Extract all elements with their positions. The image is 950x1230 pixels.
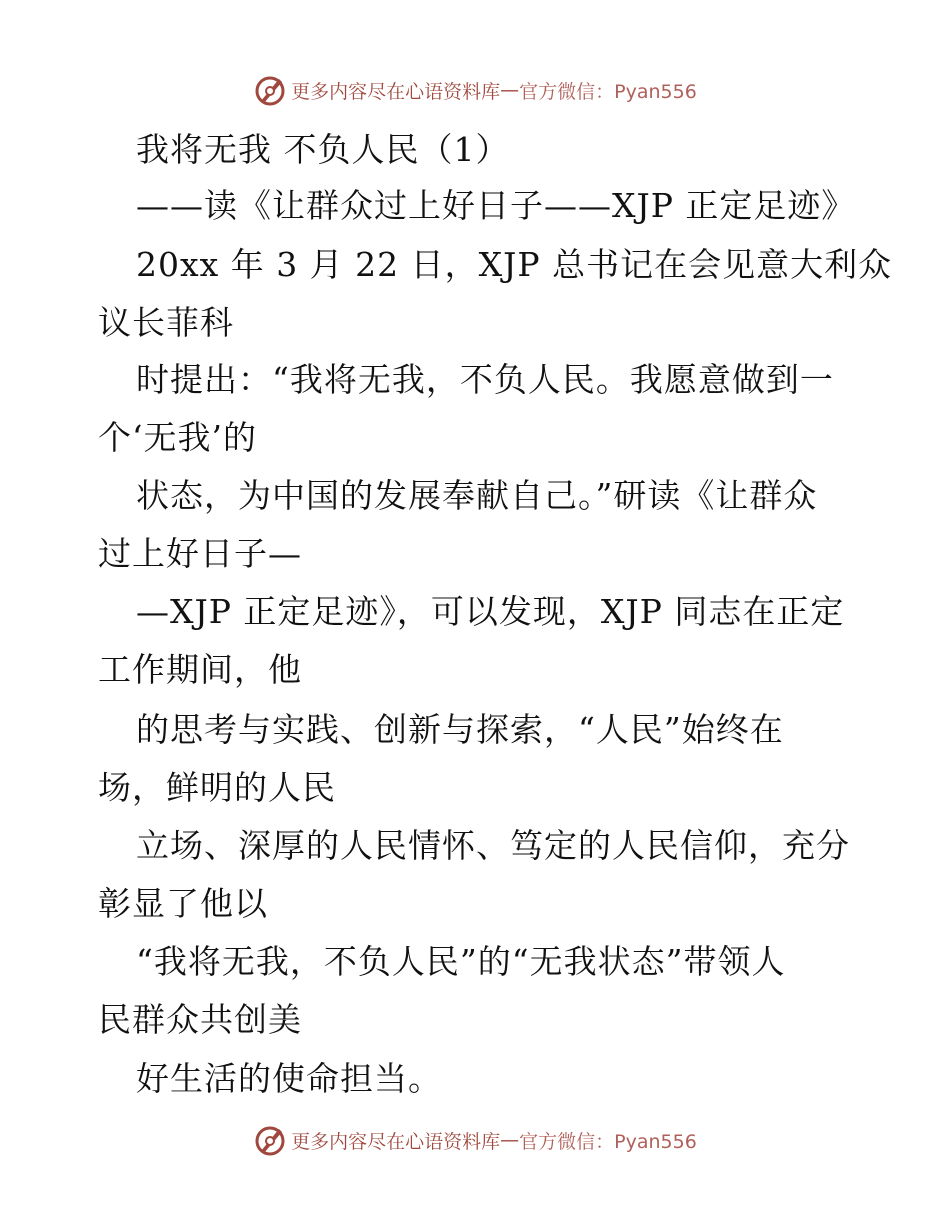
doc-line: “我将无我，不负人民”的“无我状态”带领人 (136, 942, 786, 981)
doc-line: 时提出：“我将无我，不负人民。我愿意做到一 (136, 360, 834, 399)
doc-line: 好生活的使命担当。 (136, 1059, 442, 1098)
doc-line: 场，鲜明的人民 (98, 768, 336, 807)
doc-line: 民群众共创美 (98, 1000, 302, 1039)
doc-line: 工作期间，他 (98, 650, 302, 689)
watermark-header (0, 70, 950, 110)
doc-line: —XJP 正定足迹》，可以发现，XJP 同志在正定 (136, 592, 845, 631)
doc-line: 个‘无我’的 (98, 418, 257, 457)
watermark-main-text: 更多内容尽在心语资料库 (291, 1130, 501, 1153)
doc-line: 状态，为中国的发展奉献自己。”研读《让群众 (136, 476, 818, 515)
quill-seal-icon (253, 73, 287, 107)
watermark-wechat-text: 官方微信：Pyan556 (519, 1130, 697, 1153)
watermark-separator: — (500, 79, 520, 101)
doc-subtitle: ——读《让群众过上好日子——XJP 正定足迹》 (136, 186, 856, 225)
doc-line: 的思考与实践、创新与探索，“人民”始终在 (136, 710, 784, 749)
doc-line: 立场、深厚的人民情怀、笃定的人民信仰，充分 (136, 826, 850, 865)
doc-line: 过上好日子— (98, 534, 302, 573)
watermark-footer (0, 1120, 950, 1160)
doc-title: 我将无我 不负人民（1） (136, 130, 510, 169)
watermark-wechat-text: 官方微信：Pyan556 (519, 80, 697, 103)
doc-line: 议长菲科 (98, 303, 234, 342)
watermark-separator: — (500, 1129, 520, 1151)
watermark-main-text: 更多内容尽在心语资料库 (291, 80, 501, 103)
doc-line: 彰显了他以 (98, 884, 268, 923)
quill-seal-icon (253, 1123, 287, 1157)
doc-line: 20xx 年 3 月 22 日，XJP 总书记在会见意大利众 (136, 245, 893, 284)
